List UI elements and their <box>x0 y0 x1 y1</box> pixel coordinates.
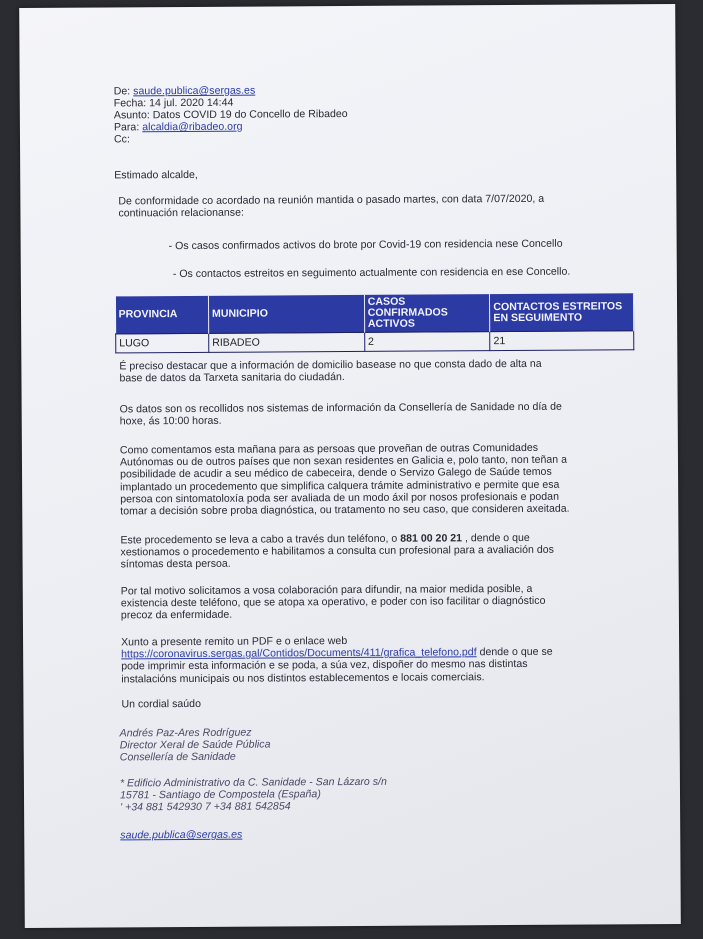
column-header: MUNICIPIO <box>208 295 364 333</box>
column-header: CONTACTOS ESTREITOS EN SEGUIMENTO <box>490 293 634 331</box>
to-email-link[interactable]: alcaldia@ribadeo.org <box>142 120 243 134</box>
paragraph-domicilio: É preciso destacar que a información de domicilio basease no que consta dado de alta na base de datos da Tarxeta sanitaria do ciudadán. <box>119 357 542 385</box>
closing: Un cordial saúdo <box>121 697 201 711</box>
table-cell: RIBADEO <box>209 332 365 352</box>
table-cell: LUGO <box>116 333 209 353</box>
table-row <box>116 331 634 353</box>
signature-block: Andrés Paz-Ares Rodríguez Director Xeral de Saúde Pública Consellería de Sanidade <box>119 726 271 764</box>
paragraph-colaboracion: Por tal motivo solicitamos a vosa colaboración para difundir, na maior medida posible, a existencia deste teléfono, que se atopa xa operativo, e poder con iso facilitar o diagnóstico precoz da enfermidade. <box>120 582 546 622</box>
table-header-row <box>115 293 633 334</box>
date-line: Fecha: 14 jul. 2020 14:44 <box>113 96 234 110</box>
phone-number: 881 00 20 21 <box>400 532 463 545</box>
greeting: Estimado alcalde, <box>114 168 198 182</box>
letter-body <box>113 83 623 842</box>
document-page <box>19 4 681 928</box>
paragraph-datos: Os datos son os recollidos nos sistemas de información da Consellería de Sanidade no día de hoxe, ás 10:00 horas. <box>119 400 562 428</box>
paragraph-procedemento: Como comentamos esta mañana para as persoas que proveñan de outras Comunidades Autónomas ou de outros países que non sexan residentes en Galicia e, polo tanto, non teñan a posibilidade de acudir a seu médico de cabeceira, dende o Servizo Galego de Saúde temos implantado un procedemento que simplifica calquera trámite administrativo e permite que esa persoa con sintomatoloxía poda ser avaliada de un modo áxil por nosos profesionais e podan tomar a decisión sobre proba diagnóstica, ou tratamento no seu caso, que consideren axeitada. <box>119 441 570 518</box>
to-line: Para: alcaldia@ribadeo.org <box>113 120 243 134</box>
intro-paragraph: De conformidade co acordado na reunión mantida o pasado martes, con data 7/07/2020, a continuación relacionanse: <box>118 192 545 220</box>
from-line: De: saude.publica@sergas.es <box>113 84 256 98</box>
covid-data-table <box>115 293 634 353</box>
bullet-item: - Os casos confirmados activos do brote por Covid-19 con residencia nese Concello <box>168 237 563 253</box>
subject-line: Asunto: Datos COVID 19 do Concello de Ribadeo <box>113 108 348 122</box>
pdf-link[interactable]: https://coronavirus.sergas.gal/Contidos/Documents/411/grafica_telefono.pdf <box>121 646 477 661</box>
from-email-link[interactable]: saude.publica@sergas.es <box>133 84 256 98</box>
footer-email-link[interactable]: saude.publica@sergas.es <box>120 828 243 842</box>
column-header: PROVINCIA <box>115 296 208 334</box>
table-cell: 2 <box>364 332 490 352</box>
cc-line: Cc: <box>113 133 130 146</box>
paragraph-telefono: Este procedemento se leva a cabo a través dun teléfono, o 881 00 20 21 , dende o que xestionamos o procedemento e habilitamos a consulta cun profesional para a avaliación dos síntomas desta persoa. <box>120 531 554 571</box>
bullet-item: - Os contactos estreitos en seguimento actualmente con residencia en ese Concello. <box>172 265 571 281</box>
table-cell: 21 <box>490 331 634 351</box>
paragraph-pdf: Xunto a presente remito un PDF e o enlace web https://coronavirus.sergas.gal/Contidos/Documents/411/grafica_telefono.pdf dende o que se pode imprimir esta información e se poda, a súa vez, dispoñer do mesmo nas distintas instalacións municipais ou nos distintos establecementos e locais comerciais. <box>121 635 553 686</box>
column-header: CASOS CONFIRMADOS ACTIVOS <box>364 294 490 332</box>
address-block: * Edificio Administrativo da C. Sanidade - San Lázaro s/n 15781 - Santiago de Compostela (España) ' +34 881 542930 7 +34 881 542854 <box>119 775 387 814</box>
